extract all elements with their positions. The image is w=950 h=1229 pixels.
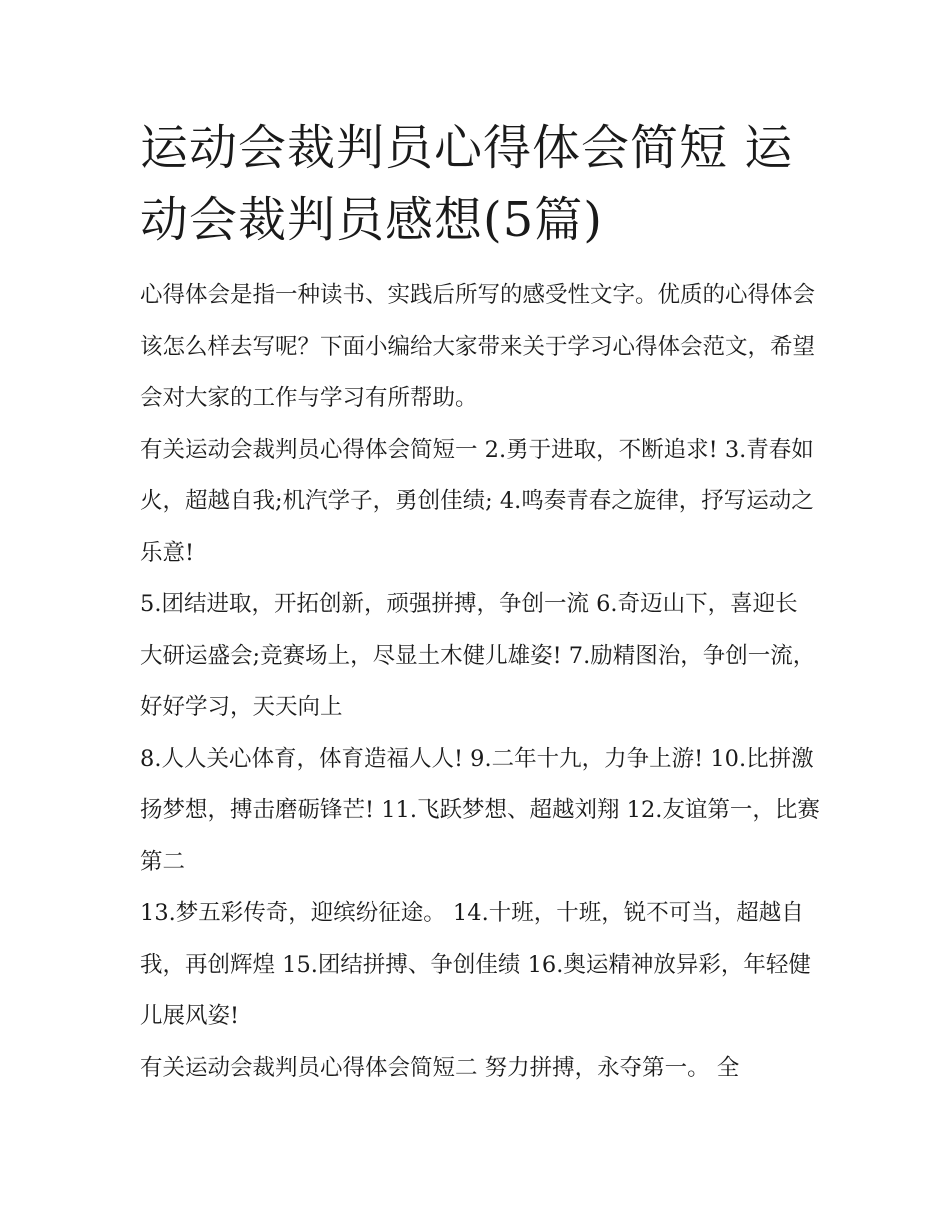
paragraph-slogans-4: 13.梦五彩传奇，迎缤纷征途。 14.十班，十班，锐不可当，超越自我，再创辉煌 15.团结拼搏、争创佳绩 16.奥运精神放异彩，年轻健儿展风姿!	[140, 900, 811, 1029]
document-title: 运动会裁判员心得体会简短 运动会裁判员感想(5篇)	[140, 120, 794, 248]
paragraph-slogans-3: 8.人人关心体育，体育造福人人! 9.二年十九，力争上游! 10.比拼激扬梦想，搏击磨砺锋芒! 11.飞跃梦想、超越刘翔 12.友谊第一，比赛第二	[140, 745, 820, 875]
document-page	[140, 112, 820, 1094]
paragraph-slogans-1: 有关运动会裁判员心得体会简短一 2.勇于进取，不断追求! 3.青春如火，超越自我;机汽学子，勇创佳绩; 4.鸣奏青春之旋律，抒写运动之乐意!	[140, 436, 814, 566]
paragraph-slogans-2: 5.团结进取，开拓创新，顽强拼搏，争创一流 6.奇迈山下，喜迎长大研运盛会;竞赛场上，尽显土木健儿雄姿! 7.励精图治，争创一流，好好学习，天天向上	[140, 591, 816, 720]
paragraph-section-two: 有关运动会裁判员心得体会简短二 努力拼搏，永夺第一。 全	[140, 1054, 740, 1081]
paragraph-intro: 心得体会是指一种读书、实践后所写的感受性文字。优质的心得体会该怎么样去写呢？下面小编给大家带来关于学习心得体会范文，希望会对大家的工作与学习有所帮助。	[140, 282, 816, 411]
